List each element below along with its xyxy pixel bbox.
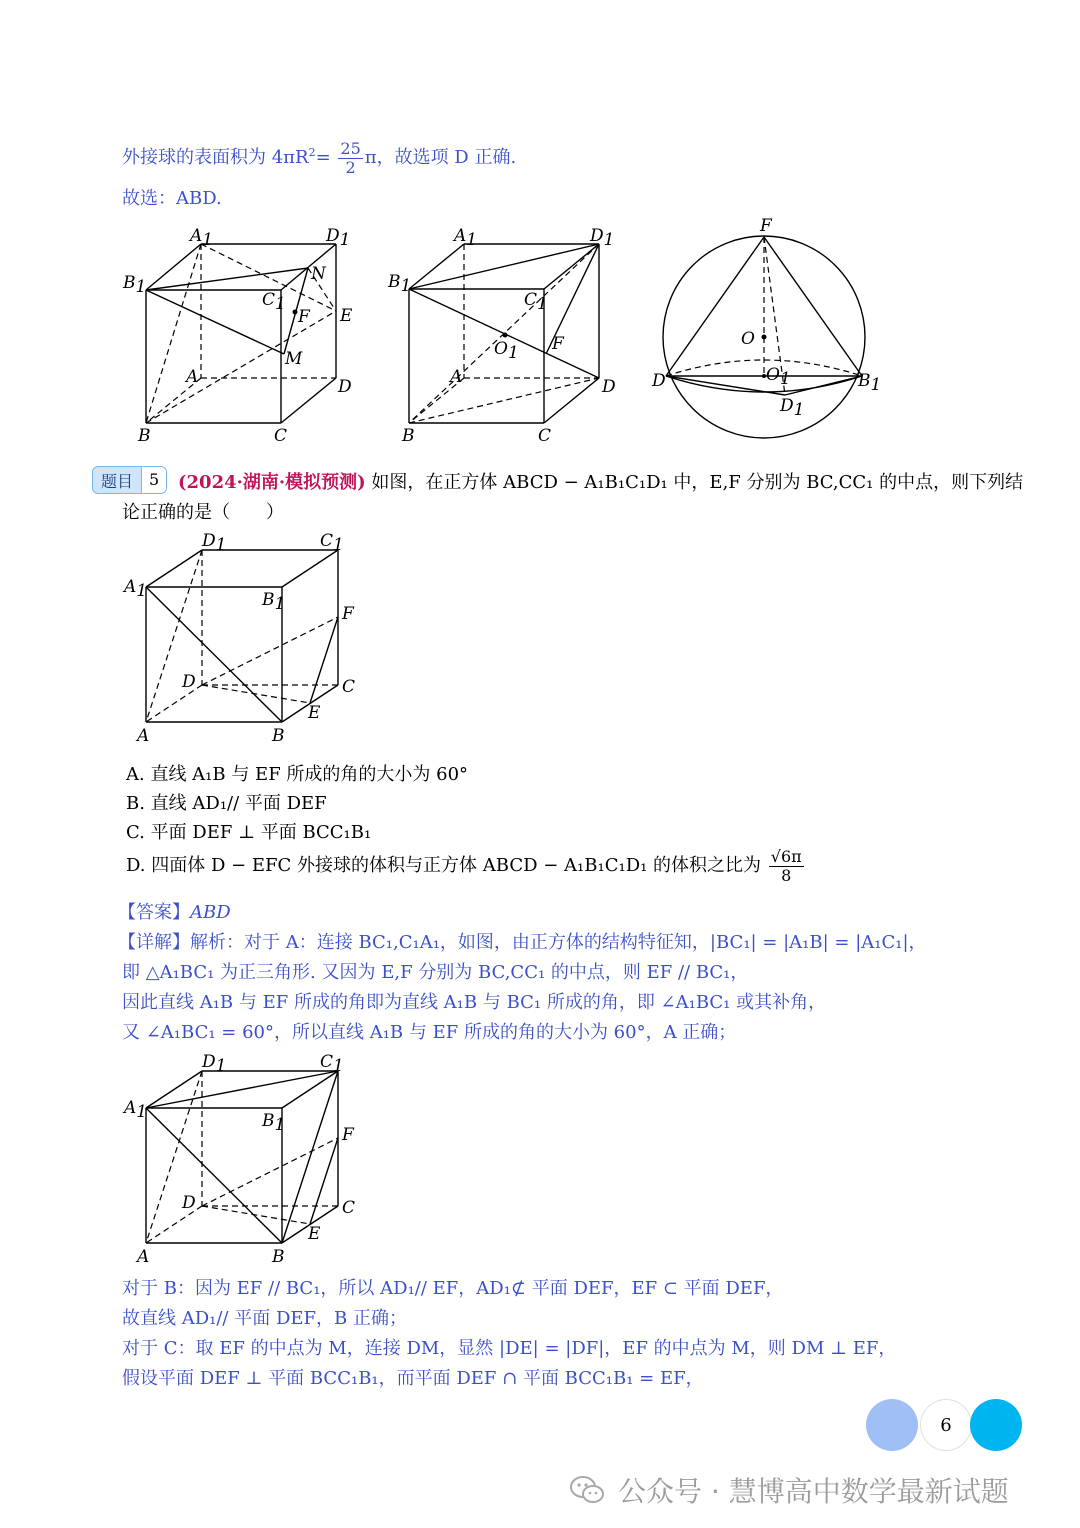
question-badge (92, 466, 167, 494)
svg-text:B: B (272, 1247, 285, 1267)
svg-text:F: F (342, 604, 354, 624)
page-number (920, 1399, 972, 1451)
svg-text:A: A (137, 1247, 150, 1267)
answer-value: ABD (190, 902, 231, 923)
option-d-fraction: $\frac{√6\pi}{8}$ (770, 847, 802, 885)
surface-area-text: 外接球的表面积为 4πR (122, 147, 309, 169)
svg-text:C1: C1 (262, 290, 286, 314)
answer-label: 【答案】 (118, 902, 190, 923)
svg-text:F: F (760, 216, 772, 236)
equals: = (315, 147, 331, 169)
wechat-icon (570, 1475, 604, 1505)
svg-text:B1: B1 (123, 273, 147, 297)
badge-label: 题目 (101, 471, 134, 491)
surface-area-conclusion: π，故选项 D 正确. (364, 147, 517, 169)
svg-text:C1: C1 (320, 531, 344, 555)
stem-text-1: 如图，在正方体 ABCD − A₁B₁C₁D₁ 中，E,F 分别为 BC,CC₁ 的中点，则下列结 (371, 472, 1024, 493)
explanation-line-6: 故直线 AD₁// 平面 DEF，B 正确； (122, 1308, 407, 1329)
svg-text:C1: C1 (320, 1052, 344, 1076)
frac-den: 2 (345, 157, 356, 177)
option-c: C. 平面 DEF ⊥ 平面 BCC₁B₁ (126, 822, 372, 843)
svg-text:B: B (402, 426, 415, 446)
explanation-line-4: 又 ∠A₁BC₁ = 60°，所以直线 A₁B 与 EF 所成的角的大小为 60°，A 正确； (122, 1022, 737, 1043)
prev-solution-line-2: 故选：ABD. (122, 188, 222, 209)
svg-text:O: O (741, 329, 755, 349)
svg-text:D: D (652, 371, 666, 391)
svg-text:D: D (182, 1193, 196, 1213)
exponent: 2 (308, 146, 316, 160)
svg-text:D1: D1 (202, 1052, 227, 1076)
svg-text:B1: B1 (858, 371, 882, 395)
svg-text:D: D (182, 672, 196, 692)
svg-text:B: B (138, 426, 151, 446)
page-number-text: 6 (940, 1414, 952, 1436)
svg-text:C: C (538, 426, 552, 446)
svg-text:D: D (602, 377, 616, 397)
page-circle-right (970, 1399, 1022, 1451)
svg-text:A: A (137, 726, 150, 746)
page-circle-left (866, 1399, 918, 1451)
svg-text:D1: D1 (202, 531, 227, 555)
question-stem-line-1 (178, 468, 1023, 494)
svg-text:B: B (272, 726, 285, 746)
svg-text:E: E (340, 306, 353, 326)
svg-text:A: A (186, 367, 199, 387)
prev-solution-line-1 (122, 140, 516, 176)
svg-text:B1: B1 (388, 272, 412, 296)
answer-line (118, 898, 231, 924)
svg-text:O1: O1 (766, 365, 791, 389)
svg-text:A1: A1 (124, 577, 148, 601)
watermark-text: 公众号 · 慧博高中数学最新试题 (618, 1475, 1009, 1508)
svg-text:D1: D1 (780, 396, 805, 420)
svg-text:A1: A1 (454, 226, 478, 250)
question-stem-line-2: 论正确的是（ ） (122, 502, 284, 523)
explanation-line-3: 因此直线 A₁B 与 EF 所成的角即为直线 A₁B 与 BC₁ 所成的角，即 ∠A₁BC₁ 或其补角， (122, 992, 827, 1013)
explanation-line-8: 假设平面 DEF ⊥ 平面 BCC₁B₁，而平面 DEF ∩ 平面 BCC₁B₁ = EF， (122, 1368, 704, 1389)
option-d (126, 848, 806, 884)
svg-text:A1: A1 (124, 1098, 148, 1122)
svg-text:D1: D1 (590, 226, 615, 250)
svg-text:C: C (342, 677, 356, 697)
svg-text:D: D (338, 377, 352, 397)
svg-text:B1: B1 (262, 590, 286, 614)
svg-text:B1: B1 (262, 1111, 286, 1135)
explanation-line-1: 【详解】解析：对于 A：连接 BC₁,C₁A₁，如图，由正方体的结构特征知，|BC₁| = |A₁B| = |A₁C₁|， (118, 932, 927, 953)
svg-text:M: M (285, 349, 303, 369)
fraction-25-2 (338, 140, 362, 176)
option-d-text: D. 四面体 D − EFC 外接球的体积与正方体 ABCD − A₁B₁C₁D₁ 的体积之比为 (126, 855, 762, 877)
svg-text:C: C (274, 426, 288, 446)
svg-text:D1: D1 (326, 226, 351, 250)
svg-text:C1: C1 (524, 290, 548, 314)
explanation-label: 【详解】 (118, 932, 190, 953)
frac-num: 25 (340, 139, 361, 158)
svg-text:F: F (298, 307, 310, 327)
watermark (570, 1470, 1009, 1510)
svg-text:O1: O1 (494, 339, 519, 363)
question-source: (2024·湖南·模拟预测) (178, 472, 366, 493)
explanation-line-5: 对于 B：因为 EF // BC₁，所以 AD₁// EF，AD₁⊄ 平面 DEF，EF ⊂ 平面 DEF， (122, 1278, 784, 1299)
svg-text:F: F (342, 1125, 354, 1145)
label-A1: A1 (190, 226, 214, 250)
explanation-line-2: 即 △A₁BC₁ 为正三角形. 又因为 E,F 分别为 BC,CC₁ 的中点，则 EF // BC₁， (122, 962, 749, 983)
svg-text:F: F (552, 334, 564, 354)
svg-text:C: C (342, 1198, 356, 1218)
svg-text:N: N (311, 264, 326, 284)
option-a: A. 直线 A₁B 与 EF 所成的角的大小为 60° (126, 764, 469, 785)
option-b: B. 直线 AD₁// 平面 DEF (126, 793, 327, 814)
svg-text:E: E (308, 703, 321, 723)
svg-text:A: A (450, 367, 463, 387)
question-number: 5 (141, 467, 166, 493)
svg-text:E: E (308, 1224, 321, 1244)
explanation-line-7: 对于 C：取 EF 的中点为 M，连接 DM，显然 |DE| = |DF|，EF 的中点为 M，则 DM ⊥ EF， (122, 1338, 897, 1359)
